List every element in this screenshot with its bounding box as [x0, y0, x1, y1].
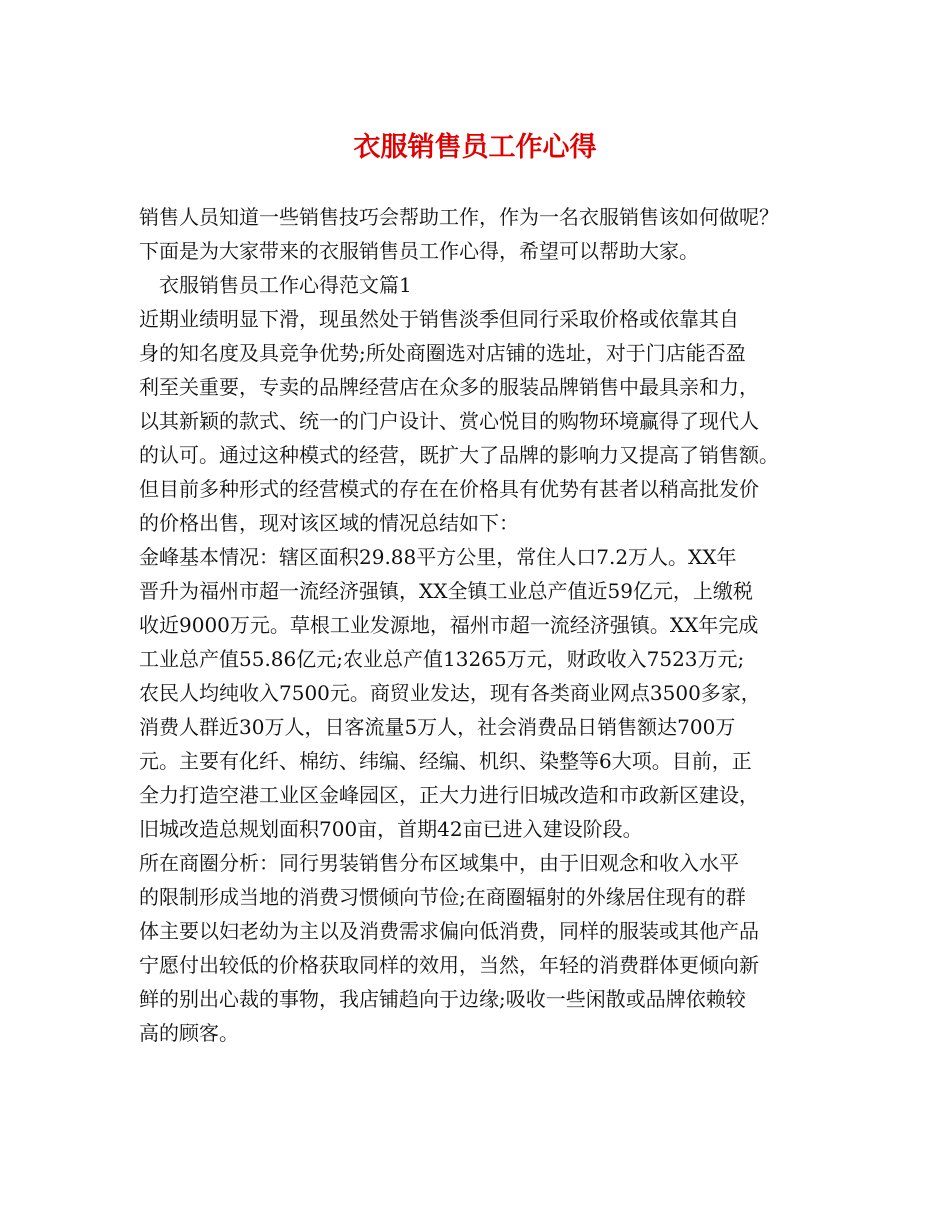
body-text-line: 近期业绩明显下滑，现虽然处于销售淡季但同行采取价格或依靠其自 [139, 307, 739, 331]
body-text-line: 晋升为福州市超一流经济强镇，XX全镇工业总产值近59亿元，上缴税 [139, 579, 753, 603]
body-text-line: 的限制形成当地的消费习惯倾向节俭;在商圈辐射的外缘居住现有的群 [139, 885, 746, 909]
body-text-line: 收近9000万元。草根工业发源地，福州市超一流经济强镇。XX年完成 [139, 613, 759, 637]
body-text-line: 消费人群近30万人，日客流量5万人，社会消费品日销售额达700万 [139, 715, 736, 739]
body-text-line: 农民人均纯收入7500元。商贸业发达，现有各类商业网点3500多家， [139, 681, 761, 705]
body-text-line: 工业总产值55.86亿元;农业总产值13265万元，财政收入7523万元; [139, 647, 745, 671]
body-text-line: 的价格出售，现对该区域的情况总结如下： [139, 511, 519, 535]
document-title: 衣服销售员工作心得 [353, 132, 597, 163]
body-text-line: 所在商圈分析：同行男装销售分布区域集中，由于旧观念和收入水平 [139, 851, 739, 875]
body-text-line: 但目前多种形式的经营模式的存在在价格具有优势有甚者以稍高批发价 [139, 477, 759, 501]
body-text-line: 体主要以妇老幼为主以及消费需求偏向低消费，同样的服装或其他产品 [139, 919, 759, 943]
body-text-line: 以其新颖的款式、统一的门户设计、赏心悦目的购物环境赢得了现代人 [139, 409, 759, 433]
body-text-line: 高的顾客。 [139, 1021, 239, 1045]
body-text-line: 下面是为大家带来的衣服销售员工作心得，希望可以帮助大家。 [139, 239, 699, 263]
body-text-line: 元。主要有化纤、棉纺、纬编、经编、机织、染整等6大项。目前，正 [139, 749, 752, 773]
body-text-line: 旧城改造总规划面积700亩，首期42亩已进入建设阶段。 [139, 817, 643, 841]
document-body [139, 200, 819, 1050]
body-text-line: 衣服销售员工作心得范文篇1 [139, 273, 412, 297]
body-text-line: 利至关重要，专卖的品牌经营店在众多的服装品牌销售中最具亲和力， [139, 375, 759, 399]
body-text-line: 销售人员知道一些销售技巧会帮助工作，作为一名衣服销售该如何做呢？ [139, 205, 779, 229]
body-text-line: 金峰基本情况：辖区面积29.88平方公里，常住人口7.2万人。XX年 [139, 545, 737, 569]
body-text-line: 宁愿付出较低的价格获取同样的效用，当然，年轻的消费群体更倾向新 [139, 953, 759, 977]
body-text-line: 的认可。通过这种模式的经营，既扩大了品牌的影响力又提高了销售额。 [139, 443, 779, 467]
body-text-line: 全力打造空港工业区金峰园区，正大力进行旧城改造和市政新区建设， [139, 783, 759, 807]
body-text-line: 身的知名度及具竞争优势;所处商圈选对店铺的选址，对于门店能否盈 [139, 341, 746, 365]
body-text-line: 鲜的别出心裁的事物，我店铺趋向于边缘;吸收一些闲散或品牌依赖较 [139, 987, 746, 1011]
